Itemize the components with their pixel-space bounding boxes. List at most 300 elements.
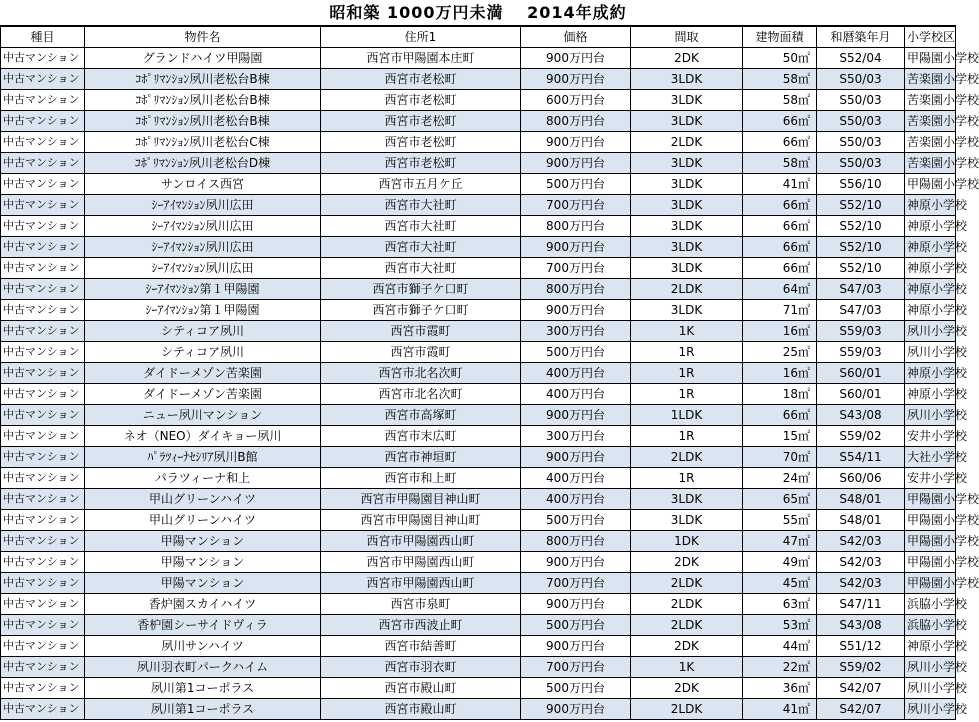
price-cell[interactable]: 900万円台 (521, 552, 631, 573)
address-cell[interactable]: 西宮市末広町 (321, 426, 521, 447)
floor-area-cell[interactable]: 66㎡ (743, 132, 817, 153)
property-name-cell[interactable]: 甲陽マンション (85, 531, 321, 552)
built-date-cell[interactable]: S42/03 (817, 573, 905, 594)
school-district-cell[interactable]: 甲陽園小学校 (905, 489, 956, 510)
type-cell[interactable]: 中古マンション (1, 153, 85, 174)
type-cell[interactable]: 中古マンション (1, 69, 85, 90)
built-date-cell[interactable]: S60/01 (817, 384, 905, 405)
address-cell[interactable]: 西宮市獅子ケ口町 (321, 279, 521, 300)
built-date-cell[interactable]: S43/08 (817, 405, 905, 426)
price-cell[interactable]: 400万円台 (521, 363, 631, 384)
address-cell[interactable]: 西宮市和上町 (321, 468, 521, 489)
type-cell[interactable]: 中古マンション (1, 48, 85, 69)
price-cell[interactable]: 700万円台 (521, 657, 631, 678)
price-cell[interactable]: 400万円台 (521, 468, 631, 489)
built-date-cell[interactable]: S60/01 (817, 363, 905, 384)
property-name-cell[interactable]: 香枦園シーサイドヴィラ (85, 615, 321, 636)
price-cell[interactable]: 500万円台 (521, 615, 631, 636)
floor-area-cell[interactable]: 66㎡ (743, 405, 817, 426)
price-cell[interactable]: 600万円台 (521, 90, 631, 111)
built-date-cell[interactable]: S42/07 (817, 699, 905, 720)
type-cell[interactable]: 中古マンション (1, 426, 85, 447)
type-cell[interactable]: 中古マンション (1, 258, 85, 279)
floor-area-cell[interactable]: 66㎡ (743, 111, 817, 132)
address-cell[interactable]: 西宮市五月ケ丘 (321, 174, 521, 195)
price-cell[interactable]: 500万円台 (521, 678, 631, 699)
table-row (1, 279, 956, 300)
layout-cell[interactable]: 3LDK (631, 300, 743, 321)
property-name-cell[interactable]: ｼｰｱｲﾏﾝｼｮﾝ夙川広田 (85, 216, 321, 237)
table-row (1, 678, 956, 699)
price-cell[interactable]: 900万円台 (521, 48, 631, 69)
address-cell[interactable]: 西宮市西波止町 (321, 615, 521, 636)
address-cell[interactable]: 西宮市老松町 (321, 111, 521, 132)
property-name-cell[interactable]: 夙川羽衣町パークハイム (85, 657, 321, 678)
table-row (1, 321, 956, 342)
floor-area-cell[interactable]: 44㎡ (743, 636, 817, 657)
layout-cell[interactable]: 1R (631, 426, 743, 447)
address-cell[interactable]: 西宮市老松町 (321, 90, 521, 111)
school-district-cell[interactable]: 甲陽園小学校 (905, 510, 956, 531)
listing-table (0, 26, 979, 720)
address-cell[interactable]: 西宮市霞町 (321, 321, 521, 342)
table-row (1, 531, 956, 552)
type-cell[interactable]: 中古マンション (1, 699, 85, 720)
type-cell[interactable]: 中古マンション (1, 174, 85, 195)
property-name-cell[interactable]: ﾊﾟﾗﾂｨｰﾅｾｼﾘｱ夙川B館 (85, 447, 321, 468)
table-row (1, 489, 956, 510)
floor-area-cell[interactable]: 45㎡ (743, 573, 817, 594)
floor-area-cell[interactable]: 66㎡ (743, 258, 817, 279)
property-name-cell[interactable]: 甲陽マンション (85, 573, 321, 594)
address-cell[interactable]: 西宮市神垣町 (321, 447, 521, 468)
floor-area-cell[interactable]: 15㎡ (743, 426, 817, 447)
property-name-cell[interactable]: ネオ（NEO）ダイキョー夙川 (85, 426, 321, 447)
built-date-cell[interactable]: S50/03 (817, 111, 905, 132)
type-cell[interactable]: 中古マンション (1, 468, 85, 489)
built-date-cell[interactable]: S47/03 (817, 300, 905, 321)
table-row (1, 342, 956, 363)
floor-area-cell[interactable]: 16㎡ (743, 363, 817, 384)
table-row (1, 510, 956, 531)
table-row (1, 300, 956, 321)
table-row (1, 132, 956, 153)
table-row (1, 699, 956, 720)
school-district-cell[interactable]: 苦楽園小学校 (905, 153, 956, 174)
property-name-cell[interactable]: 甲陽マンション (85, 552, 321, 573)
header-price[interactable]: 価格 (521, 27, 631, 48)
layout-cell[interactable]: 3LDK (631, 69, 743, 90)
built-date-cell[interactable]: S59/02 (817, 657, 905, 678)
school-district-cell[interactable]: 神原小学校 (905, 279, 956, 300)
school-district-cell[interactable]: 甲陽園小学校 (905, 174, 956, 195)
built-date-cell[interactable]: S54/11 (817, 447, 905, 468)
layout-cell[interactable]: 2LDK (631, 594, 743, 615)
school-district-cell[interactable]: 夙川小学校 (905, 657, 956, 678)
type-cell[interactable]: 中古マンション (1, 132, 85, 153)
header-layout[interactable]: 間取 (631, 27, 743, 48)
type-cell[interactable]: 中古マンション (1, 279, 85, 300)
built-date-cell[interactable]: S56/10 (817, 174, 905, 195)
built-date-cell[interactable]: S52/10 (817, 195, 905, 216)
address-cell[interactable]: 西宮市北名次町 (321, 363, 521, 384)
address-cell[interactable]: 西宮市甲陽園本庄町 (321, 48, 521, 69)
built-date-cell[interactable]: S50/03 (817, 153, 905, 174)
type-cell[interactable]: 中古マンション (1, 216, 85, 237)
school-district-cell[interactable]: 神原小学校 (905, 216, 956, 237)
layout-cell[interactable]: 3LDK (631, 153, 743, 174)
address-cell[interactable]: 西宮市大社町 (321, 237, 521, 258)
address-cell[interactable]: 西宮市大社町 (321, 216, 521, 237)
built-date-cell[interactable]: S52/10 (817, 216, 905, 237)
built-date-cell[interactable]: S59/02 (817, 426, 905, 447)
table-row (1, 153, 956, 174)
price-cell[interactable]: 900万円台 (521, 132, 631, 153)
table-row (1, 384, 956, 405)
sheet-title: 昭和築 1000万円未満 2014年成約 (0, 0, 956, 26)
property-name-cell[interactable]: ｼｰｱｲﾏﾝｼｮﾝ夙川広田 (85, 258, 321, 279)
type-cell[interactable]: 中古マンション (1, 384, 85, 405)
address-cell[interactable]: 西宮市老松町 (321, 132, 521, 153)
school-district-cell[interactable]: 苦楽園小学校 (905, 132, 956, 153)
table-row (1, 405, 956, 426)
layout-cell[interactable]: 3LDK (631, 237, 743, 258)
built-date-cell[interactable]: S43/08 (817, 615, 905, 636)
header-row (1, 27, 956, 48)
school-district-cell[interactable]: 甲陽園小学校 (905, 531, 956, 552)
type-cell[interactable]: 中古マンション (1, 573, 85, 594)
floor-area-cell[interactable]: 71㎡ (743, 300, 817, 321)
built-date-cell[interactable]: S52/10 (817, 258, 905, 279)
school-district-cell[interactable]: 夙川小学校 (905, 678, 956, 699)
layout-cell[interactable]: 3LDK (631, 90, 743, 111)
floor-area-cell[interactable]: 25㎡ (743, 342, 817, 363)
property-name-cell[interactable]: シティコア夙川 (85, 342, 321, 363)
table-body (1, 48, 979, 720)
price-cell[interactable]: 500万円台 (521, 510, 631, 531)
floor-area-cell[interactable]: 64㎡ (743, 279, 817, 300)
address-cell[interactable]: 西宮市甲陽園西山町 (321, 531, 521, 552)
type-cell[interactable]: 中古マンション (1, 342, 85, 363)
school-district-cell[interactable]: 甲陽園小学校 (905, 552, 956, 573)
address-cell[interactable]: 西宮市結善町 (321, 636, 521, 657)
property-name-cell[interactable]: ダイドーメゾン苦楽園 (85, 363, 321, 384)
type-cell[interactable]: 中古マンション (1, 195, 85, 216)
table-row (1, 594, 956, 615)
floor-area-cell[interactable]: 53㎡ (743, 615, 817, 636)
address-cell[interactable]: 西宮市甲陽園目神山町 (321, 489, 521, 510)
layout-cell[interactable]: 1R (631, 363, 743, 384)
table-row (1, 69, 956, 90)
school-district-cell[interactable]: 浜脇小学校 (905, 615, 956, 636)
address-cell[interactable]: 西宮市甲陽園目神山町 (321, 510, 521, 531)
table-row (1, 174, 956, 195)
floor-area-cell[interactable]: 66㎡ (743, 237, 817, 258)
price-cell[interactable]: 900万円台 (521, 237, 631, 258)
layout-cell[interactable]: 3LDK (631, 111, 743, 132)
layout-cell[interactable]: 3LDK (631, 195, 743, 216)
floor-area-cell[interactable]: 58㎡ (743, 90, 817, 111)
table-row (1, 426, 956, 447)
table-row (1, 447, 956, 468)
type-cell[interactable]: 中古マンション (1, 300, 85, 321)
floor-area-cell[interactable]: 47㎡ (743, 531, 817, 552)
price-cell[interactable]: 800万円台 (521, 216, 631, 237)
address-cell[interactable]: 西宮市老松町 (321, 153, 521, 174)
table-row (1, 90, 956, 111)
address-cell[interactable]: 西宮市霞町 (321, 342, 521, 363)
floor-area-cell[interactable]: 16㎡ (743, 321, 817, 342)
floor-area-cell[interactable]: 18㎡ (743, 384, 817, 405)
floor-area-cell[interactable]: 65㎡ (743, 489, 817, 510)
property-name-cell[interactable]: ｺﾎﾟﾘﾏﾝｼｮﾝ夙川老松台B棟 (85, 111, 321, 132)
built-date-cell[interactable]: S50/03 (817, 132, 905, 153)
layout-cell[interactable]: 1R (631, 468, 743, 489)
floor-area-cell[interactable]: 24㎡ (743, 468, 817, 489)
type-cell[interactable]: 中古マンション (1, 111, 85, 132)
layout-cell[interactable]: 1K (631, 321, 743, 342)
floor-area-cell[interactable]: 36㎡ (743, 678, 817, 699)
built-date-cell[interactable]: S59/03 (817, 321, 905, 342)
header-address[interactable]: 住所1 (321, 27, 521, 48)
table-row (1, 48, 956, 69)
price-cell[interactable]: 900万円台 (521, 153, 631, 174)
school-district-cell[interactable]: 神原小学校 (905, 237, 956, 258)
price-cell[interactable]: 500万円台 (521, 342, 631, 363)
built-date-cell[interactable]: S48/01 (817, 510, 905, 531)
type-cell[interactable]: 中古マンション (1, 447, 85, 468)
type-cell[interactable]: 中古マンション (1, 321, 85, 342)
built-date-cell[interactable]: S42/03 (817, 531, 905, 552)
layout-cell[interactable]: 2LDK (631, 699, 743, 720)
school-district-cell[interactable]: 安井小学校 (905, 426, 956, 447)
price-cell[interactable]: 700万円台 (521, 258, 631, 279)
address-cell[interactable]: 西宮市獅子ケ口町 (321, 300, 521, 321)
address-cell[interactable]: 西宮市高塚町 (321, 405, 521, 426)
layout-cell[interactable]: 3LDK (631, 489, 743, 510)
table-row (1, 111, 956, 132)
built-date-cell[interactable]: S50/03 (817, 69, 905, 90)
type-cell[interactable]: 中古マンション (1, 510, 85, 531)
property-name-cell[interactable]: ｺﾎﾟﾘﾏﾝｼｮﾝ夙川老松台C棟 (85, 132, 321, 153)
layout-cell[interactable]: 3LDK (631, 174, 743, 195)
table-row (1, 573, 956, 594)
school-district-cell[interactable]: 浜脇小学校 (905, 594, 956, 615)
layout-cell[interactable]: 1R (631, 342, 743, 363)
school-district-cell[interactable]: 甲陽園小学校 (905, 48, 956, 69)
header-school-district[interactable]: 小学校区 (905, 27, 956, 48)
price-cell[interactable]: 300万円台 (521, 426, 631, 447)
built-date-cell[interactable]: S48/01 (817, 489, 905, 510)
price-cell[interactable]: 900万円台 (521, 300, 631, 321)
layout-cell[interactable]: 2LDK (631, 573, 743, 594)
school-district-cell[interactable]: 苦楽園小学校 (905, 69, 956, 90)
type-cell[interactable]: 中古マンション (1, 678, 85, 699)
address-cell[interactable]: 西宮市甲陽園西山町 (321, 573, 521, 594)
floor-area-cell[interactable]: 66㎡ (743, 195, 817, 216)
price-cell[interactable]: 900万円台 (521, 636, 631, 657)
floor-area-cell[interactable]: 41㎡ (743, 699, 817, 720)
type-cell[interactable]: 中古マンション (1, 237, 85, 258)
address-cell[interactable]: 西宮市北名次町 (321, 384, 521, 405)
school-district-cell[interactable]: 夙川小学校 (905, 342, 956, 363)
table-row (1, 468, 956, 489)
table-row (1, 615, 956, 636)
school-district-cell[interactable]: 神原小学校 (905, 363, 956, 384)
address-cell[interactable]: 西宮市大社町 (321, 195, 521, 216)
floor-area-cell[interactable]: 66㎡ (743, 216, 817, 237)
price-cell[interactable]: 900万円台 (521, 699, 631, 720)
layout-cell[interactable]: 2LDK (631, 279, 743, 300)
property-name-cell[interactable]: グランドハイツ甲陽園 (85, 48, 321, 69)
layout-cell[interactable]: 2LDK (631, 132, 743, 153)
property-name-cell[interactable]: 夙川第1コーポラス (85, 699, 321, 720)
header-built-date[interactable]: 和暦築年月 (817, 27, 905, 48)
layout-cell[interactable]: 3LDK (631, 216, 743, 237)
address-cell[interactable]: 西宮市甲陽園西山町 (321, 552, 521, 573)
price-cell[interactable]: 800万円台 (521, 111, 631, 132)
layout-cell[interactable]: 1K (631, 657, 743, 678)
address-cell[interactable]: 西宮市老松町 (321, 69, 521, 90)
floor-area-cell[interactable]: 41㎡ (743, 174, 817, 195)
price-cell[interactable]: 900万円台 (521, 594, 631, 615)
price-cell[interactable]: 800万円台 (521, 531, 631, 552)
layout-cell[interactable]: 2DK (631, 48, 743, 69)
property-name-cell[interactable]: ｼｰｱｲﾏﾝｼｮﾝ夙川広田 (85, 237, 321, 258)
school-district-cell[interactable]: 苦楽園小学校 (905, 90, 956, 111)
property-name-cell[interactable]: サンロイス西宮 (85, 174, 321, 195)
layout-cell[interactable]: 2DK (631, 552, 743, 573)
table-row (1, 237, 956, 258)
school-district-cell[interactable]: 苦楽園小学校 (905, 111, 956, 132)
type-cell[interactable]: 中古マンション (1, 531, 85, 552)
school-district-cell[interactable]: 神原小学校 (905, 384, 956, 405)
built-date-cell[interactable]: S47/03 (817, 279, 905, 300)
floor-area-cell[interactable]: 58㎡ (743, 153, 817, 174)
type-cell[interactable]: 中古マンション (1, 552, 85, 573)
price-cell[interactable]: 300万円台 (521, 321, 631, 342)
table-row (1, 195, 956, 216)
price-cell[interactable]: 400万円台 (521, 489, 631, 510)
type-cell[interactable]: 中古マンション (1, 90, 85, 111)
table-row (1, 258, 956, 279)
school-district-cell[interactable]: 神原小学校 (905, 258, 956, 279)
property-name-cell[interactable]: ニュー夙川マンション (85, 405, 321, 426)
floor-area-cell[interactable]: 63㎡ (743, 594, 817, 615)
property-name-cell[interactable]: パラツィーナ和上 (85, 468, 321, 489)
property-name-cell[interactable]: ｺﾎﾟﾘﾏﾝｼｮﾝ夙川老松台B棟 (85, 69, 321, 90)
header-property-name[interactable]: 物件名 (85, 27, 321, 48)
address-cell[interactable]: 西宮市羽衣町 (321, 657, 521, 678)
type-cell[interactable]: 中古マンション (1, 489, 85, 510)
property-name-cell[interactable]: 夙川サンハイツ (85, 636, 321, 657)
school-district-cell[interactable]: 安井小学校 (905, 468, 956, 489)
header-floor-area[interactable]: 建物面積 (743, 27, 817, 48)
property-name-cell[interactable]: 甲山グリーンハイツ (85, 510, 321, 531)
price-cell[interactable]: 900万円台 (521, 69, 631, 90)
type-cell[interactable]: 中古マンション (1, 657, 85, 678)
address-cell[interactable]: 西宮市殿山町 (321, 699, 521, 720)
property-name-cell[interactable]: ｼｰｱｲﾏﾝｼｮﾝ第１甲陽園 (85, 300, 321, 321)
type-cell[interactable]: 中古マンション (1, 363, 85, 384)
property-name-cell[interactable]: ｺﾎﾟﾘﾏﾝｼｮﾝ夙川老松台D棟 (85, 153, 321, 174)
layout-cell[interactable]: 1LDK (631, 405, 743, 426)
type-cell[interactable]: 中古マンション (1, 615, 85, 636)
school-district-cell[interactable]: 甲陽園小学校 (905, 573, 956, 594)
layout-cell[interactable]: 3LDK (631, 510, 743, 531)
layout-cell[interactable]: 1DK (631, 531, 743, 552)
property-name-cell[interactable]: ダイドーメゾン苦楽園 (85, 384, 321, 405)
built-date-cell[interactable]: S42/07 (817, 678, 905, 699)
built-date-cell[interactable]: S52/10 (817, 237, 905, 258)
property-name-cell[interactable]: 香炉園スカイハイツ (85, 594, 321, 615)
floor-area-cell[interactable]: 70㎡ (743, 447, 817, 468)
price-cell[interactable]: 900万円台 (521, 447, 631, 468)
floor-area-cell[interactable]: 49㎡ (743, 552, 817, 573)
school-district-cell[interactable]: 夙川小学校 (905, 699, 956, 720)
built-date-cell[interactable]: S47/11 (817, 594, 905, 615)
property-name-cell[interactable]: シティコア夙川 (85, 321, 321, 342)
property-name-cell[interactable]: 夙川第1コーポラス (85, 678, 321, 699)
school-district-cell[interactable]: 夙川小学校 (905, 321, 956, 342)
built-date-cell[interactable]: S60/06 (817, 468, 905, 489)
school-district-cell[interactable]: 夙川小学校 (905, 405, 956, 426)
built-date-cell[interactable]: S42/03 (817, 552, 905, 573)
table-row (1, 636, 956, 657)
built-date-cell[interactable]: S52/04 (817, 48, 905, 69)
header-type[interactable]: 種目 (1, 27, 85, 48)
layout-cell[interactable]: 3LDK (631, 258, 743, 279)
table-row (1, 657, 956, 678)
school-district-cell[interactable]: 神原小学校 (905, 636, 956, 657)
school-district-cell[interactable]: 神原小学校 (905, 300, 956, 321)
property-name-cell[interactable]: ｼｰｱｲﾏﾝｼｮﾝ第１甲陽園 (85, 279, 321, 300)
layout-cell[interactable]: 1R (631, 384, 743, 405)
layout-cell[interactable]: 2DK (631, 678, 743, 699)
floor-area-cell[interactable]: 58㎡ (743, 69, 817, 90)
property-name-cell[interactable]: ｼｰｱｲﾏﾝｼｮﾝ夙川広田 (85, 195, 321, 216)
table-row (1, 363, 956, 384)
price-cell[interactable]: 400万円台 (521, 384, 631, 405)
address-cell[interactable]: 西宮市泉町 (321, 594, 521, 615)
type-cell[interactable]: 中古マンション (1, 636, 85, 657)
price-cell[interactable]: 900万円台 (521, 405, 631, 426)
table-row (1, 552, 956, 573)
property-name-cell[interactable]: ｺﾎﾟﾘﾏﾝｼｮﾝ夙川老松台B棟 (85, 90, 321, 111)
property-name-cell[interactable]: 甲山グリーンハイツ (85, 489, 321, 510)
price-cell[interactable]: 700万円台 (521, 195, 631, 216)
built-date-cell[interactable]: S59/03 (817, 342, 905, 363)
address-cell[interactable]: 西宮市大社町 (321, 258, 521, 279)
table-row (1, 216, 956, 237)
price-cell[interactable]: 700万円台 (521, 573, 631, 594)
floor-area-cell[interactable]: 22㎡ (743, 657, 817, 678)
layout-cell[interactable]: 2DK (631, 636, 743, 657)
price-cell[interactable]: 800万円台 (521, 279, 631, 300)
school-district-cell[interactable]: 大社小学校 (905, 447, 956, 468)
school-district-cell[interactable]: 神原小学校 (905, 195, 956, 216)
address-cell[interactable]: 西宮市殿山町 (321, 678, 521, 699)
built-date-cell[interactable]: S51/12 (817, 636, 905, 657)
price-cell[interactable]: 500万円台 (521, 174, 631, 195)
built-date-cell[interactable]: S50/03 (817, 90, 905, 111)
type-cell[interactable]: 中古マンション (1, 405, 85, 426)
layout-cell[interactable]: 2LDK (631, 615, 743, 636)
floor-area-cell[interactable]: 50㎡ (743, 48, 817, 69)
type-cell[interactable]: 中古マンション (1, 594, 85, 615)
floor-area-cell[interactable]: 55㎡ (743, 510, 817, 531)
layout-cell[interactable]: 2LDK (631, 447, 743, 468)
